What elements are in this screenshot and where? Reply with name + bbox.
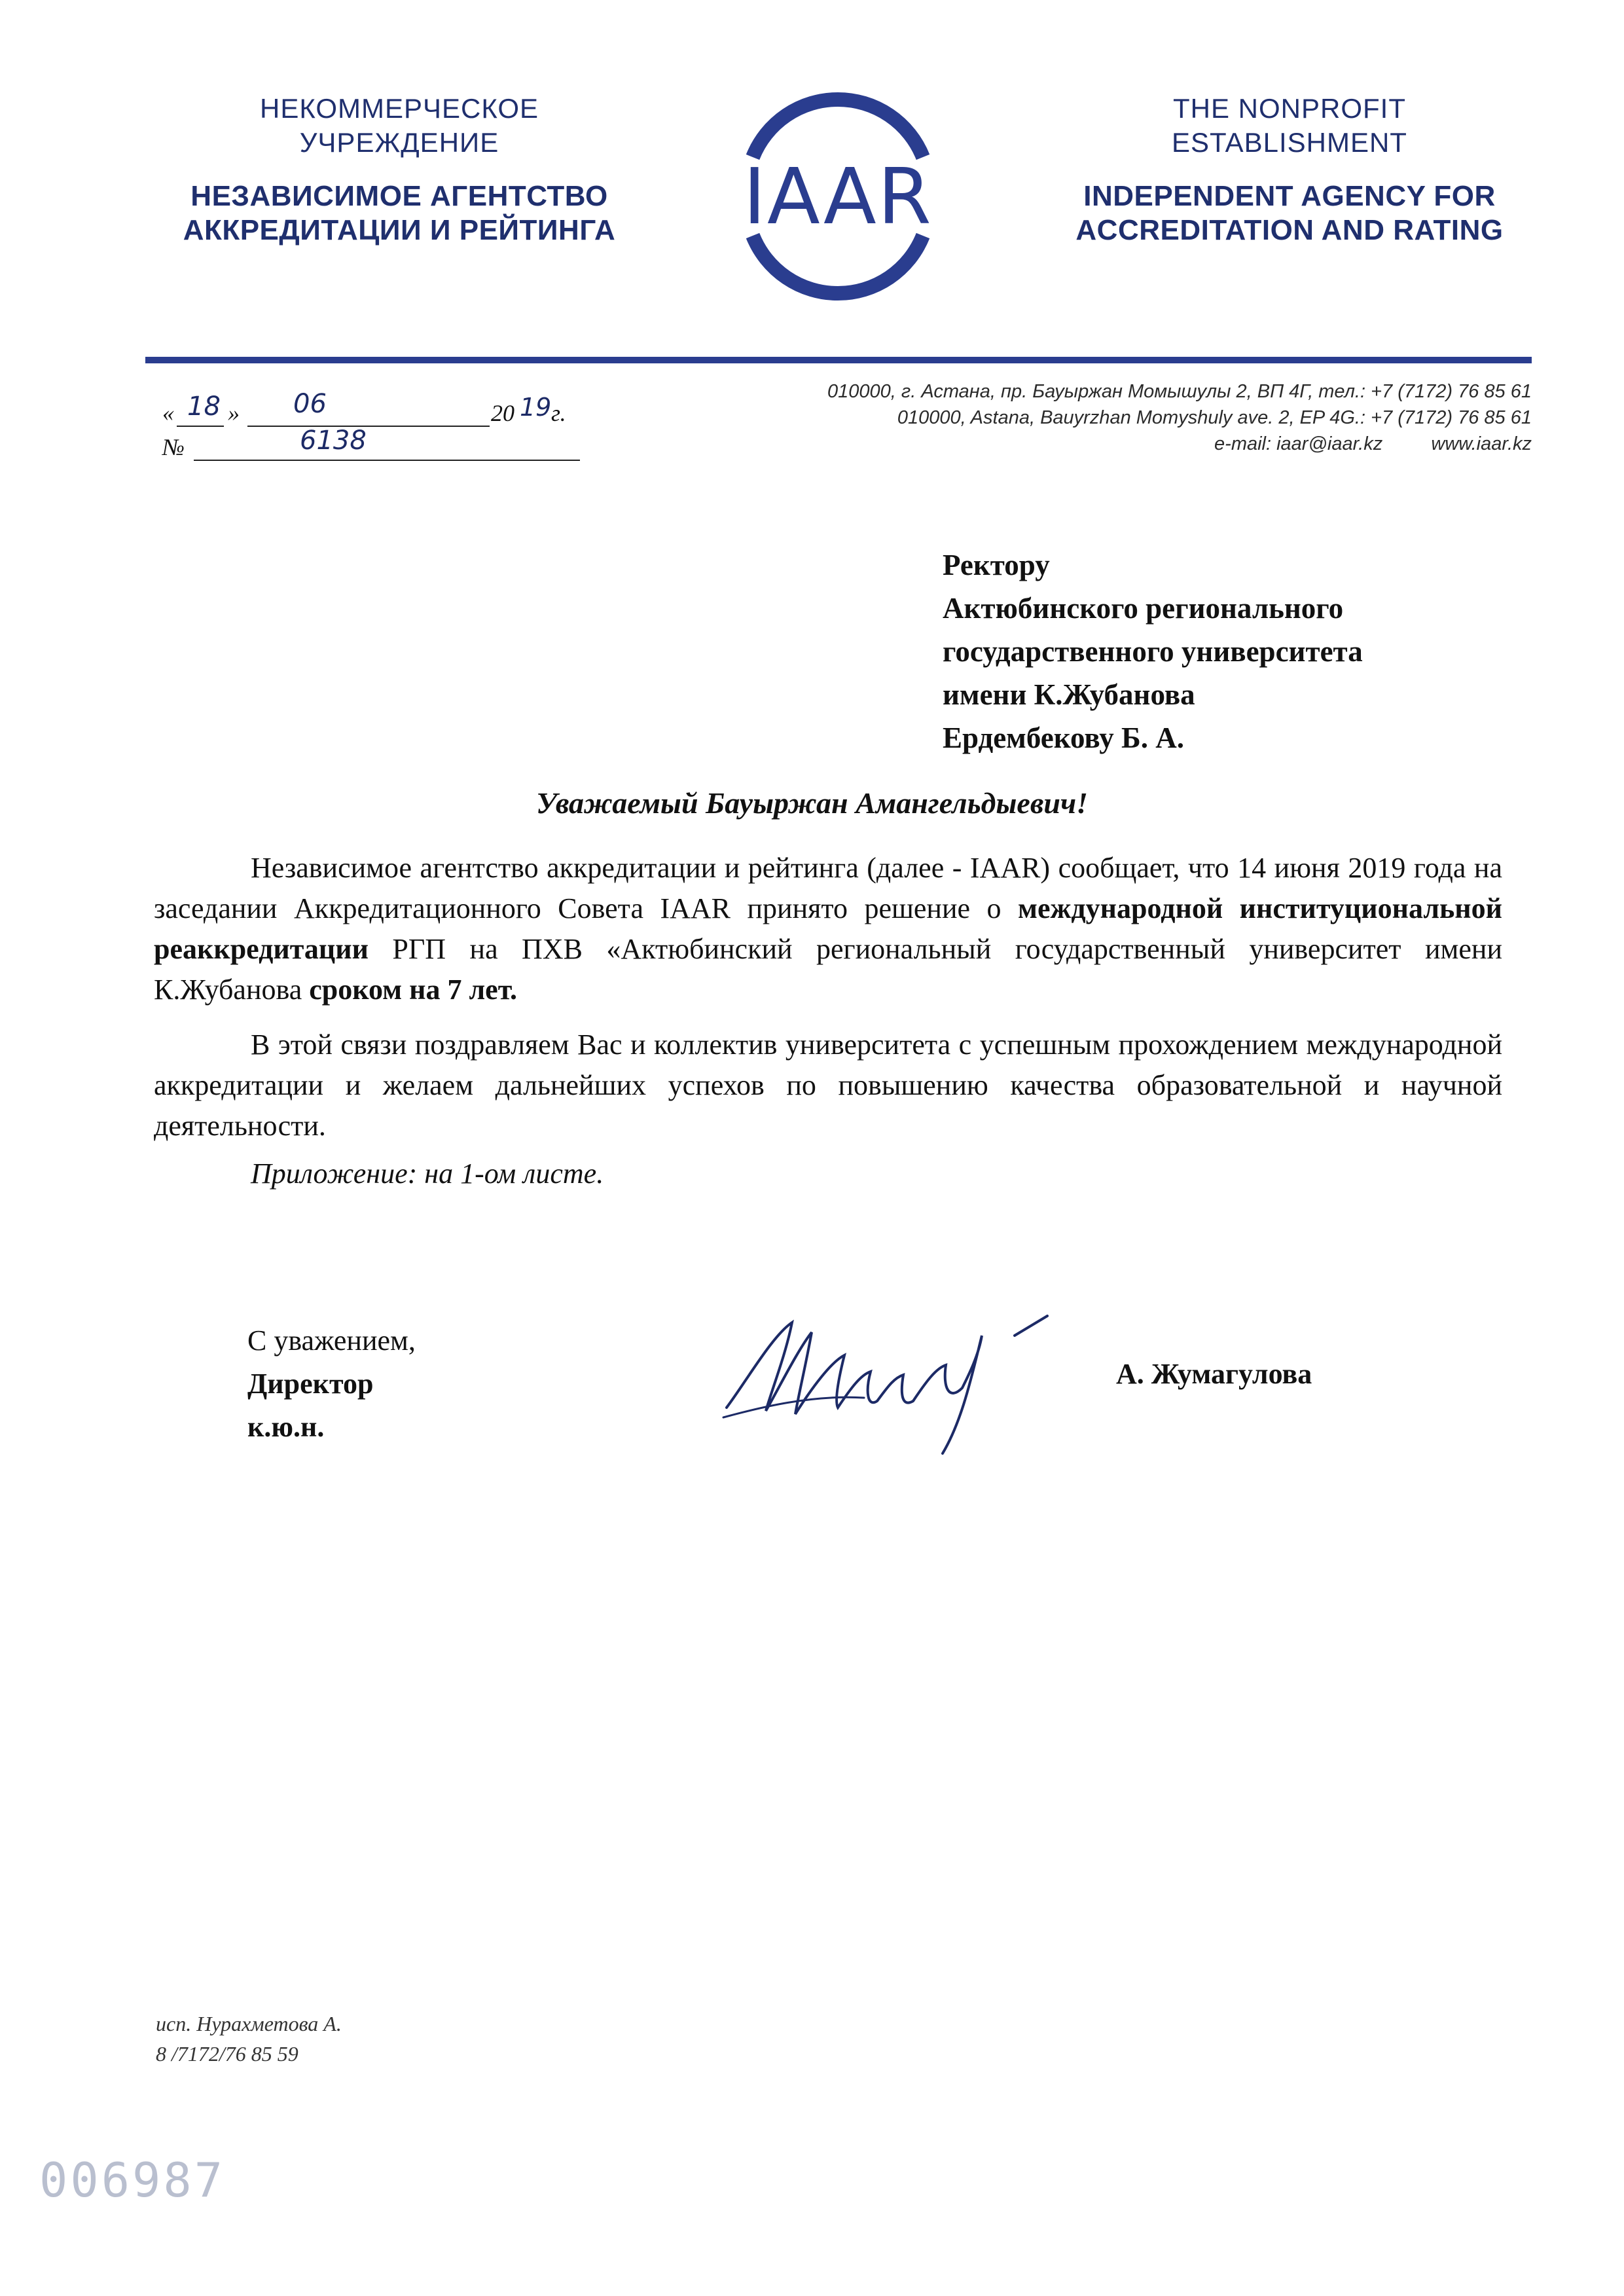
reg-date-line <box>162 389 581 431</box>
reg-date-open: « <box>162 400 174 426</box>
handwritten-signature <box>720 1309 1087 1460</box>
signatory-name: А. Жумагулова <box>1116 1358 1312 1390</box>
executor-note <box>156 2009 614 2069</box>
addressee-line3: государственного университета <box>943 635 1363 668</box>
contacts <box>655 378 1532 457</box>
salutation: Уважаемый Бауыржан Амангельдыевич! <box>535 786 1089 820</box>
paragraph-1 <box>154 848 1502 1010</box>
header-ru-line1: НЕКОММЕРЧЕСКОЕ <box>259 93 539 124</box>
header-ru <box>151 92 648 247</box>
header-ru-line3: НЕЗАВИСИМОЕ АГЕНТСТВО <box>190 180 608 212</box>
reg-number-line <box>162 426 581 465</box>
contacts-address-en: 010000, Astana, Bauyrzhan Momyshuly ave. 2, EP 4G.: +7 (7172) 76 85 61 <box>897 407 1532 428</box>
header-en-line2: ESTABLISHMENT <box>1172 127 1407 158</box>
addressee-line4: имени К.Жубанова <box>943 678 1195 711</box>
executor-phone: 8 /7172/76 85 59 <box>156 2042 298 2066</box>
reg-number-label: № <box>162 434 185 460</box>
reg-year-suffix: 19 <box>520 393 552 422</box>
signature-block <box>247 1319 706 1449</box>
header-ru-line2: УЧРЕЖДЕНИЕ <box>299 127 499 158</box>
logo-text: IAAR <box>743 151 933 242</box>
paragraph-1-text-c: РГП на ПХВ «Актюбинский региональный государственный университет имени К.Жубанова <box>154 933 1502 1006</box>
paragraph-1-bold-d: сроком на 7 лет. <box>309 974 518 1006</box>
attachment-note: Приложение: на 1-ом листе. <box>251 1157 604 1190</box>
reg-date-mid: » <box>228 400 240 426</box>
addressee-line5: Ердембекову Б. А. <box>943 721 1184 754</box>
logo <box>723 72 952 321</box>
paragraph-2: В этой связи поздравляем Вас и коллектив университета с успешным прохождением международной аккредитации и желаем дальнейших успехов по повышению качества образовательной и научной деятельности. <box>154 1029 1502 1142</box>
reg-year-end: г. <box>551 400 566 426</box>
reg-number: 6138 <box>300 426 367 456</box>
header-en <box>1041 92 1538 247</box>
signature-degree: к.ю.н. <box>247 1411 325 1443</box>
contacts-email: e-mail: iaar@iaar.kz <box>1214 433 1383 454</box>
reg-month: 06 <box>293 389 327 419</box>
reg-year-prefix: 20 <box>491 400 514 426</box>
header-en-line3: INDEPENDENT AGENCY FOR <box>1083 180 1496 212</box>
signature-closing: С уважением, <box>247 1324 416 1357</box>
contacts-address-ru: 010000, г. Астана, пр. Бауыржан Момышулы 2, ВП 4Г, тел.: +7 (7172) 76 85 61 <box>827 381 1532 402</box>
paragraph-1-bold-a: международной институциональной реаккредитации <box>154 892 1502 965</box>
addressee-line2: Актюбинского регионального <box>943 592 1344 625</box>
header-en-line1: THE NONPROFIT <box>1173 93 1406 124</box>
reg-day: 18 <box>187 392 221 422</box>
paragraph-1-text-a: Независимое агентство аккредитации и рейтинга (далее - IAAR) сообщает, что 14 июня 2019 года на заседании Аккредитационного Совета IAAR принято решение о <box>154 852 1502 924</box>
header-en-line4: ACCREDITATION AND RATING <box>1075 214 1504 246</box>
addressee-line1: Ректору <box>943 549 1050 581</box>
signature-title: Директор <box>247 1368 374 1400</box>
contacts-website: www.iaar.kz <box>1431 433 1532 454</box>
executor-name: исп. Нурахметова А. <box>156 2012 342 2035</box>
header-ru-line4: АККРЕДИТАЦИИ И РЕЙТИНГА <box>183 214 616 246</box>
addressee <box>943 543 1532 759</box>
serial-number: 006987 <box>39 2153 226 2208</box>
header-divider <box>145 357 1532 363</box>
